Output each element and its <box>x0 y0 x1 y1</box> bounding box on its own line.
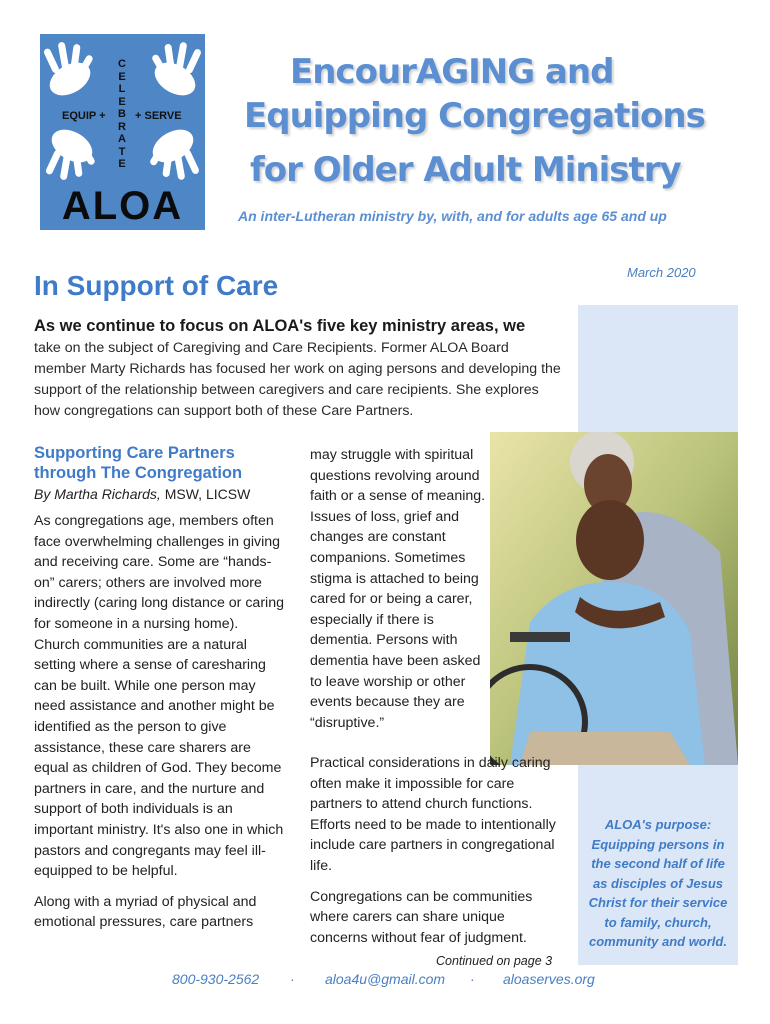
logo-serve-text: + SERVE <box>135 110 182 122</box>
title-line-1: EncourAGING and <box>290 52 614 92</box>
footer-email[interactable]: aloa4u@gmail.com <box>325 971 446 987</box>
purpose-line: the second half of life <box>591 856 725 871</box>
byline-author: By Martha Richards, <box>34 486 161 502</box>
aloa-purpose <box>578 815 738 952</box>
lead-sentence: As we continue to focus on ALOA's five key ministry areas, we <box>34 317 526 335</box>
article-heading <box>34 443 242 483</box>
article-column-left <box>34 511 284 933</box>
section-title: In Support of Care <box>34 270 279 301</box>
footer-phone: 800-930-2562 <box>172 971 260 987</box>
couple-photo-icon <box>490 432 738 765</box>
purpose-line: as disciples of Jesus <box>592 875 724 891</box>
article-column-middle-lower <box>310 753 560 948</box>
issue-date: March 2020 <box>627 265 696 280</box>
footer-separator: · <box>290 971 295 987</box>
logo-letter: E <box>118 70 126 83</box>
continued-note: Continued on page 3 <box>436 954 553 968</box>
footer-website[interactable]: aloaserves.org <box>503 971 595 987</box>
logo-equip-text: EQUIP + <box>62 110 106 122</box>
logo-letter: R <box>118 120 126 133</box>
logo-acronym: ALOA <box>61 184 184 228</box>
logo-letter: L <box>118 83 126 95</box>
article-column-middle <box>310 445 488 733</box>
purpose-line: Christ for their service <box>588 895 728 910</box>
footer-separator: · <box>470 971 475 987</box>
title-line-2: Equipping Congregations <box>244 96 705 136</box>
tagline: An inter-Lutheran ministry by, with, and for adults age 65 and up <box>238 208 667 224</box>
article-heading-line-2: through The Congregation <box>34 464 243 482</box>
purpose-line: Equipping persons in <box>591 836 725 852</box>
article-paragraph: Along with a myriad of physical and emotional pressures, care partners <box>34 893 257 931</box>
intro-paragraph: take on the subject of Caregiving and Care Recipients. Former ALOA Board member Marty Richards has focused her work on aging persons and developing the support of the relationship between caregivers and care recipients. She explores how congregations can support both of these Care Partners. <box>34 340 561 419</box>
care-partners-photo <box>490 432 738 765</box>
title-line-3: for Older Adult Ministry <box>250 150 681 190</box>
article-paragraph: As congregations age, members often face overwhelming challenges in giving and receiving care. Some are “hands-on” carers; others are involved more indirectly (caring long distance or caring for someone in a nursing home). Church communities are a natural setting where a sense of caresharing can be built. While one person may need assistance and another might be identified as the person to give assistance, these care sharers are equal as children of God. They become partners in care, and the nurture and support of both individuals is an important ministry. It's also one in which pastors and congregants may feel ill-equipped to be helpful. <box>34 513 284 880</box>
article-heading-line-1: Supporting Care Partners <box>34 444 235 462</box>
aloa-logo <box>40 34 205 230</box>
logo-letter: E <box>118 158 126 170</box>
logo-letter: A <box>118 133 126 145</box>
purpose-line: community and world. <box>589 934 727 949</box>
logo-letter: T <box>118 145 126 158</box>
byline-credentials: MSW, LICSW <box>160 486 251 502</box>
article-paragraph: Congregations can be communities where carers can share unique concerns without fear of judgment. <box>310 888 533 946</box>
logo-letter: C <box>118 58 126 70</box>
article-paragraph: may struggle with spiritual questions revolving around faith or a sense of meaning. Issues of loss, grief and changes are constant companions. Sometimes stigma is attached to being cared for or being a carer, especially if there is dementia. Persons with dementia have been asked to leave worship or other events because they are “disruptive.” <box>310 447 486 731</box>
logo-letter: E <box>118 95 126 108</box>
purpose-line: ALOA's purpose: <box>604 817 712 832</box>
purpose-line: to family, church, <box>604 914 712 930</box>
logo-letter: B <box>118 108 126 120</box>
article-paragraph: Practical considerations in daily caring often make it impossible for care partners to attend church functions. Efforts need to be made to intentionally include care partners in congregational life. <box>310 755 556 874</box>
byline <box>34 486 250 502</box>
